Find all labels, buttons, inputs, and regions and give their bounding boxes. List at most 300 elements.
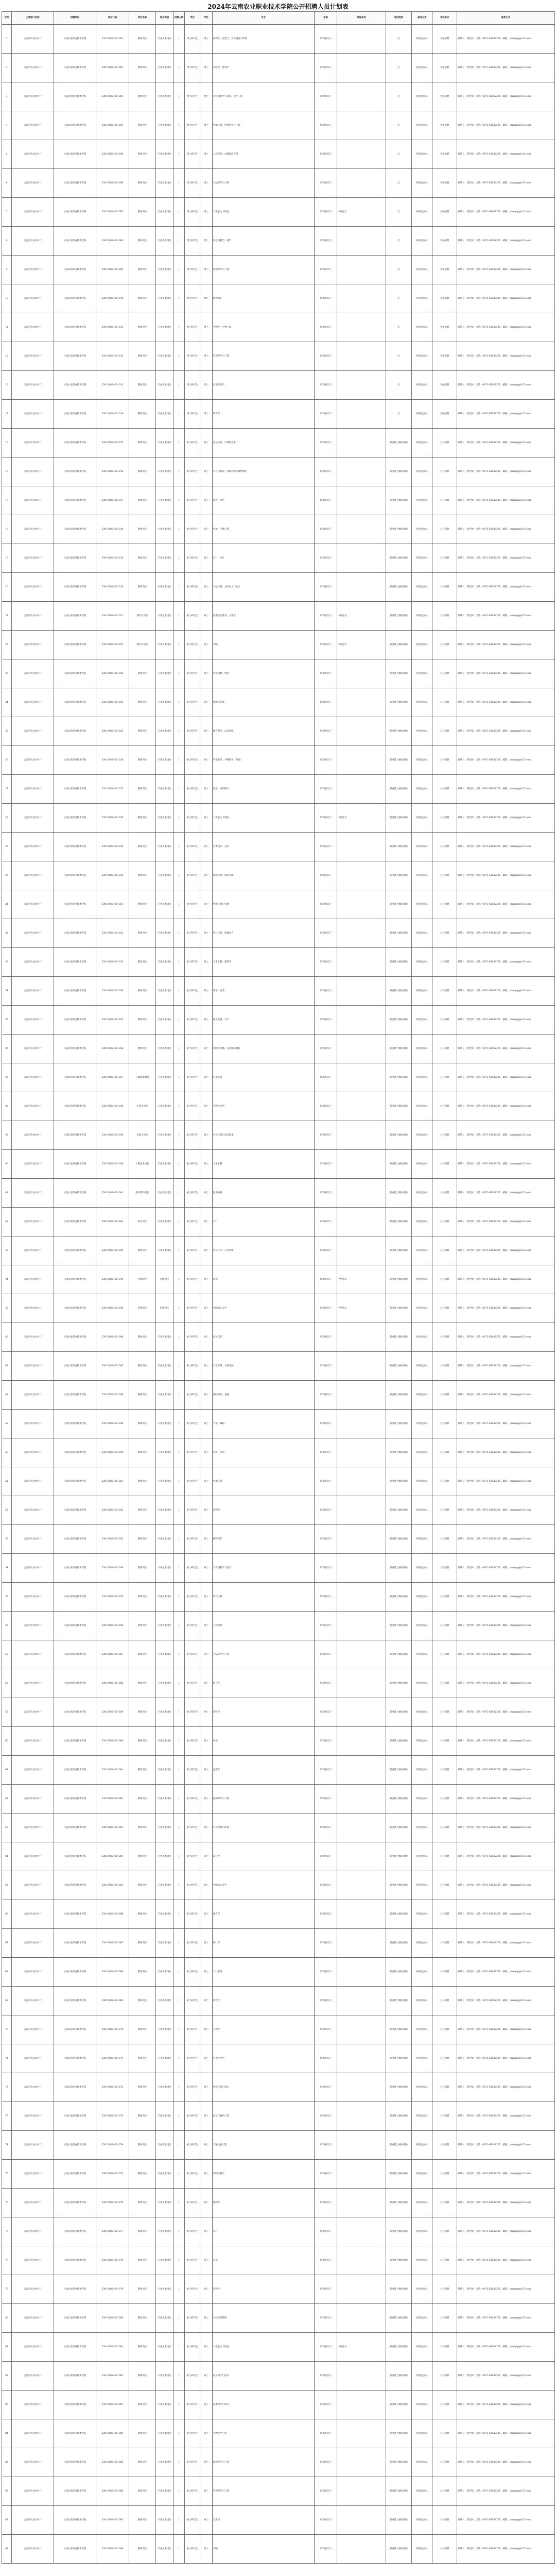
table-cell: 专业技术岗位: [156, 861, 173, 890]
table-cell: 公开招聘: [432, 659, 457, 688]
table-cell: 教师岗位: [129, 1929, 156, 1958]
table-cell: 职业能力倾向测验: [386, 1265, 412, 1294]
table-cell: 结构化面试: [412, 1121, 432, 1150]
table-cell: 考核招聘: [432, 140, 457, 169]
table-cell: 35周岁以下: [315, 1929, 337, 1958]
table-cell: 教师岗位: [129, 2131, 156, 2160]
column-header: 招聘单位: [54, 12, 96, 25]
table-row: [2, 1842, 555, 1871]
table-cell: 教师岗位: [129, 775, 156, 804]
table-cell: 教师岗位: [129, 1496, 156, 1525]
table-row: [2, 371, 555, 400]
table-cell: 1: [173, 1698, 185, 1727]
table-cell: 职业能力倾向测验: [386, 573, 412, 602]
table-cell: [337, 1814, 386, 1842]
table-row: [2, 1958, 555, 1987]
table-cell: 教师岗位: [129, 2391, 156, 2419]
table-cell: 联系人：黄老师；电话：0871-65182365；邮箱：ynnzyzp@163.com: [457, 2189, 555, 2217]
table-cell: 云南农业职业技术学院: [54, 2131, 96, 2160]
table-cell: 530100824001053: [96, 1525, 129, 1554]
table-cell: 实验员岗位: [129, 1121, 156, 1150]
table-cell: 联系人：黄老师；电话：0871-65182365；邮箱：ynnzyzp@163.com: [457, 198, 555, 227]
table-cell: 1: [173, 2015, 185, 2044]
table-cell: 教师岗位: [129, 2535, 156, 2564]
table-cell: 7: [2, 198, 12, 227]
table-cell: 80: [2, 2304, 12, 2333]
table-cell: 植物保护: [213, 1525, 315, 1554]
table-cell: 体育教学、运动训练: [213, 717, 315, 746]
table-cell: 结构化面试: [412, 1496, 432, 1525]
table-cell: 530100824001059: [96, 1698, 129, 1727]
table-row: [2, 602, 555, 631]
table-cell: 结构化面试: [412, 457, 432, 486]
table-cell: 草学: [213, 2246, 315, 2275]
table-cell: 1: [173, 890, 185, 919]
table-cell: 公开招聘: [432, 631, 457, 659]
table-cell: 专业技术岗位: [156, 1612, 173, 1640]
table-cell: 土木水利: [213, 1150, 315, 1179]
table-cell: 联系人：黄老师；电话：0871-65182365；邮箱：ynnzyzp@163.com: [457, 2333, 555, 2362]
table-cell: 35周岁以下: [315, 400, 337, 429]
table-cell: 530100824001045: [96, 1294, 129, 1323]
table-cell: 考核招聘: [432, 342, 457, 371]
table-cell: 云南省农业农村厅: [12, 631, 54, 659]
table-cell: 51: [2, 1467, 12, 1496]
table-cell: 云南省农业农村厅: [12, 2333, 54, 2362]
table-cell: 530100824001042: [96, 1208, 129, 1236]
table-cell: 职业能力倾向测验: [386, 486, 412, 515]
table-cell: 67: [2, 1929, 12, 1958]
table-cell: 530100824001068: [96, 1958, 129, 1987]
table-cell: 52: [2, 1496, 12, 1525]
table-cell: 530100824001082: [96, 2362, 129, 2391]
table-cell: 35周岁以下: [315, 256, 337, 284]
table-cell: 硕士研究生: [185, 1467, 200, 1496]
column-header: 年龄: [315, 12, 337, 25]
table-cell: [337, 1756, 386, 1785]
table-row: [2, 1121, 555, 1150]
table-cell: 职业能力倾向测验: [386, 429, 412, 457]
table-cell: 硕士研究生: [185, 1987, 200, 2015]
table-cell: [337, 717, 386, 746]
table-cell: 结构化面试: [412, 948, 432, 977]
table-cell: 硕士: [200, 919, 213, 948]
table-cell: 教师岗位: [129, 169, 156, 198]
table-row: [2, 1727, 555, 1756]
table-cell: 云南农业职业技术学院: [54, 1496, 96, 1525]
table-cell: 公共管理: [213, 1958, 315, 1987]
table-cell: 生物与医药: [213, 1092, 315, 1121]
table-cell: 博士: [200, 313, 213, 342]
table-cell: 硕士: [200, 2477, 213, 2506]
table-cell: 1: [173, 1121, 185, 1150]
table-cell: 云南省农业农村厅: [12, 111, 54, 140]
table-cell: 地理学: [213, 2189, 315, 2217]
table-cell: [337, 82, 386, 111]
table-cell: 博士: [200, 284, 213, 313]
table-row: [2, 1063, 555, 1092]
table-cell: 联系人：黄老师；电话：0871-65182365；邮箱：ynnzyzp@163.com: [457, 1265, 555, 1294]
table-cell: 公开招聘: [432, 1871, 457, 1900]
table-cell: 86: [2, 2477, 12, 2506]
table-cell: 硕士: [200, 688, 213, 717]
table-cell: 结构化面试: [412, 804, 432, 833]
table-cell: 公开招聘: [432, 1727, 457, 1756]
table-row: [2, 1871, 555, 1900]
table-cell: 35周岁以下: [315, 486, 337, 515]
table-cell: 530100824001056: [96, 1612, 129, 1640]
table-cell: [337, 1323, 386, 1352]
table-cell: 硕士研究生: [185, 2391, 200, 2419]
column-header: 专业: [213, 12, 315, 25]
table-cell: 结构化面试: [412, 2506, 432, 2535]
table-cell: 云南农业职业技术学院: [54, 140, 96, 169]
table-cell: 云南省农业农村厅: [12, 82, 54, 111]
table-cell: 教师岗位: [129, 977, 156, 1006]
table-cell: 硕士研究生: [185, 1525, 200, 1554]
table-cell: 结构化面试: [412, 400, 432, 429]
table-cell: 1: [173, 948, 185, 977]
table-cell: 公开招聘: [432, 1958, 457, 1987]
table-cell: 1: [173, 169, 185, 198]
table-cell: 职业能力倾向测验: [386, 717, 412, 746]
table-cell: [337, 2131, 386, 2160]
table-cell: 硕士研究生: [185, 1640, 200, 1669]
table-cell: 公开招聘: [432, 1900, 457, 1929]
table-cell: 公开招聘: [432, 1583, 457, 1612]
table-cell: 兽医、养殖: [213, 1438, 315, 1467]
table-cell: 中共党员: [337, 602, 386, 631]
table-cell: 专业技术岗位: [156, 1410, 173, 1438]
table-cell: 专业技术岗位: [156, 1035, 173, 1063]
table-cell: 硕士: [200, 1958, 213, 1987]
table-cell: 专业技术岗位: [156, 400, 173, 429]
column-header: 学位: [200, 12, 213, 25]
table-cell: 公开招聘: [432, 1294, 457, 1323]
table-cell: 联系人：黄老师；电话：0871-65182365；邮箱：ynnzyzp@163.com: [457, 573, 555, 602]
table-cell: 76: [2, 2189, 12, 2217]
table-cell: 化学工程与技术: [213, 2073, 315, 2102]
table-cell: 结构化面试: [412, 1410, 432, 1438]
table-cell: 公开招聘: [432, 2275, 457, 2304]
table-cell: 云南农业职业技术学院: [54, 1842, 96, 1871]
table-cell: 教师岗位: [129, 688, 156, 717]
table-cell: 1: [173, 1006, 185, 1035]
table-cell: 硕士: [200, 1640, 213, 1669]
table-cell: 530100824001047: [96, 1352, 129, 1381]
table-cell: 职业能力倾向测验: [386, 861, 412, 890]
table-cell: 职业能力倾向测验: [386, 1121, 412, 1150]
table-cell: 硕士: [200, 544, 213, 573]
table-cell: 联系人：黄老师；电话：0871-65182365；邮箱：ynnzyzp@163.com: [457, 1612, 555, 1640]
table-cell: 1: [173, 2189, 185, 2217]
table-cell: 联系人：黄老师；电话：0871-65182365；邮箱：ynnzyzp@163.com: [457, 1092, 555, 1121]
table-row: [2, 2391, 555, 2419]
table-cell: 教师岗位: [129, 2102, 156, 2131]
table-cell: 硕士研究生: [185, 1410, 200, 1438]
table-cell: 36: [2, 1035, 12, 1063]
table-cell: 530100824001050: [96, 1438, 129, 1467]
table-cell: 公开招聘: [432, 1612, 457, 1640]
table-cell: 72: [2, 2073, 12, 2102]
table-cell: 结构化面试: [412, 1727, 432, 1756]
table-cell: 公开招聘: [432, 1496, 457, 1525]
table-cell: 云南省农业农村厅: [12, 688, 54, 717]
table-cell: 职业能力倾向测验: [386, 2131, 412, 2160]
table-cell: 云南农业职业技术学院: [54, 342, 96, 371]
recruitment-table: [2, 11, 555, 2564]
table-cell: 联系人：黄老师；电话：0871-65182365；邮箱：ynnzyzp@163.com: [457, 1006, 555, 1035]
table-cell: 结构化面试: [412, 746, 432, 775]
table-cell: [337, 890, 386, 919]
table-cell: [337, 1727, 386, 1756]
table-cell: 教师岗位: [129, 746, 156, 775]
column-header: 岗位名称: [129, 12, 156, 25]
table-cell: 1: [173, 1323, 185, 1352]
table-cell: 530100824001078: [96, 2246, 129, 2275]
table-cell: 不限: [213, 631, 315, 659]
table-cell: 1: [173, 82, 185, 111]
table-cell: 畜牧学: [213, 1698, 315, 1727]
table-row: [2, 2189, 555, 2217]
table-cell: 公开招聘: [432, 2448, 457, 2477]
table-cell: 职业能力倾向测验: [386, 2304, 412, 2333]
table-cell: 结构化面试: [412, 1265, 432, 1294]
table-cell: 职业能力倾向测验: [386, 2015, 412, 2044]
table-cell: 77: [2, 2217, 12, 2246]
table-cell: 35周岁以下: [315, 1323, 337, 1352]
table-cell: 农业管理、农村发展: [213, 1352, 315, 1381]
table-cell: 公开招聘: [432, 861, 457, 890]
table-cell: 教师岗位: [129, 1410, 156, 1438]
table-cell: 云南农业职业技术学院: [54, 457, 96, 486]
table-cell: [337, 1352, 386, 1381]
table-cell: 专业技术岗位: [156, 25, 173, 54]
table-cell: 教师岗位: [129, 1323, 156, 1352]
table-cell: 云南农业职业技术学院: [54, 2102, 96, 2131]
column-header: 其他条件: [337, 12, 386, 25]
table-cell: 机械工程: [213, 1467, 315, 1496]
table-cell: 联系人：黄老师；电话：0871-65182365；邮箱：ynnzyzp@163.com: [457, 400, 555, 429]
table-cell: 结构化面试: [412, 25, 432, 54]
table-cell: 公开招聘: [432, 2044, 457, 2073]
table-cell: 35周岁以下: [315, 861, 337, 890]
table-cell: 结构化面试: [412, 1900, 432, 1929]
table-cell: 图书情报: [213, 1179, 315, 1208]
table-cell: 81: [2, 2333, 12, 2362]
table-cell: 硕士研究生: [185, 775, 200, 804]
table-cell: 1: [173, 1669, 185, 1698]
table-cell: 专业技术岗位: [156, 2448, 173, 2477]
table-cell: 35周岁以下: [315, 1583, 337, 1612]
table-cell: [337, 1092, 386, 1121]
table-cell: 33: [2, 948, 12, 977]
table-cell: 公开招聘: [432, 1698, 457, 1727]
table-cell: 专业技术岗位: [156, 54, 173, 82]
table-cell: 专业技术岗位: [156, 1756, 173, 1785]
table-cell: 专业技术岗位: [156, 256, 173, 284]
table-cell: 结构化面试: [412, 1352, 432, 1381]
table-cell: 联系人：黄老师；电话：0871-65182365；邮箱：ynnzyzp@163.com: [457, 486, 555, 515]
table-cell: 云南农业职业技术学院: [54, 948, 96, 977]
table-cell: 结构化面试: [412, 2535, 432, 2564]
table-cell: 专业技术岗位: [156, 2391, 173, 2419]
table-cell: [337, 2102, 386, 2131]
table-cell: 530100824001069: [96, 1987, 129, 2015]
table-cell: 35周岁以下: [315, 1381, 337, 1410]
table-cell: 公开招聘: [432, 2304, 457, 2333]
table-cell: 硕士研究生: [185, 1208, 200, 1236]
table-cell: 530100824001077: [96, 2217, 129, 2246]
table-cell: 教师岗位: [129, 1756, 156, 1785]
table-cell: 1: [173, 1265, 185, 1294]
table-cell: 云南农业职业技术学院: [54, 1265, 96, 1294]
table-cell: 教师岗位: [129, 544, 156, 573]
table-cell: 硕士研究生: [185, 890, 200, 919]
table-cell: 530100824001049: [96, 1410, 129, 1438]
table-cell: [337, 1525, 386, 1554]
table-cell: 35周岁以下: [315, 313, 337, 342]
table-cell: 530100824001048: [96, 1381, 129, 1410]
table-cell: 硕士研究生: [185, 1814, 200, 1842]
table-cell: [337, 429, 386, 457]
table-cell: 应用经济学: [213, 371, 315, 400]
table-cell: 530100824001016: [96, 457, 129, 486]
table-cell: 云南省农业农村厅: [12, 1669, 54, 1698]
table-cell: 云南省农业农村厅: [12, 2015, 54, 2044]
table-cell: [337, 573, 386, 602]
table-cell: 联系人：黄老师；电话：0871-65182365；邮箱：ynnzyzp@163.com: [457, 602, 555, 631]
table-cell: 博士: [200, 227, 213, 256]
table-cell: 530100824001073: [96, 2102, 129, 2131]
table-row: [2, 1987, 555, 2015]
table-cell: 530100824001084: [96, 2419, 129, 2448]
table-cell: 结构化面试: [412, 2275, 432, 2304]
table-cell: 云南省农业农村厅: [12, 342, 54, 371]
table-cell: 专业技术岗位: [156, 2304, 173, 2333]
table-cell: 专业技术岗位: [156, 1352, 173, 1381]
table-cell: 1: [173, 1208, 185, 1236]
table-row: [2, 2333, 555, 2362]
table-cell: 职业能力倾向测验: [386, 1410, 412, 1438]
table-cell: 结构化面试: [412, 2419, 432, 2448]
table-cell: 硕士研究生: [185, 1381, 200, 1410]
table-cell: 530100824001030: [96, 861, 129, 890]
table-cell: 530100824001008: [96, 227, 129, 256]
table-cell: 教师岗位: [129, 54, 156, 82]
table-row: [2, 1179, 555, 1208]
table-cell: 530100824001012: [96, 342, 129, 371]
table-cell: 65: [2, 1871, 12, 1900]
table-row: [2, 1352, 555, 1381]
table-cell: 联系人：黄老师；电话：0871-65182365；邮箱：ynnzyzp@163.com: [457, 1842, 555, 1871]
table-cell: 15: [2, 429, 12, 457]
table-cell: 教师岗位: [129, 429, 156, 457]
table-cell: 兽医学: [213, 2275, 315, 2304]
table-cell: 教师岗位: [129, 486, 156, 515]
table-cell: 博士: [200, 82, 213, 111]
table-cell: 联系人：黄老师；电话：0871-65182365；邮箱：ynnzyzp@163.com: [457, 861, 555, 890]
table-cell: 硕士: [200, 1006, 213, 1035]
table-row: [2, 1814, 555, 1842]
table-cell: 结构化面试: [412, 54, 432, 82]
table-cell: 联系人：黄老师；电话：0871-65182365；邮箱：ynnzyzp@163.com: [457, 2073, 555, 2102]
table-cell: 硕士: [200, 1467, 213, 1496]
table-cell: 硕士: [200, 1669, 213, 1698]
table-cell: 530100824001020: [96, 573, 129, 602]
table-cell: 73: [2, 2102, 12, 2131]
table-cell: 教育学: [213, 1987, 315, 2015]
table-cell: 联系人：黄老师；电话：0871-65182365；邮箱：ynnzyzp@163.com: [457, 833, 555, 861]
table-cell: 硕士: [200, 1929, 213, 1958]
table-cell: 公开招聘: [432, 2189, 457, 2217]
table-cell: 35周岁以下: [315, 371, 337, 400]
table-cell: 控制科学与工程: [213, 1785, 315, 1814]
table-cell: 职业能力倾向测验: [386, 1842, 412, 1871]
table-cell: 专业技术岗位: [156, 1121, 173, 1150]
table-cell: [337, 2304, 386, 2333]
table-cell: 云南农业职业技术学院: [54, 1814, 96, 1842]
table-cell: 530100824001023: [96, 659, 129, 688]
table-cell: 公开招聘: [432, 1063, 457, 1092]
table-cell: 专业技术岗位: [156, 1381, 173, 1410]
table-cell: 职业能力倾向测验: [386, 977, 412, 1006]
column-header: 笔试类别: [386, 12, 412, 25]
table-cell: 35周岁以下: [315, 457, 337, 486]
table-cell: 硕士研究生: [185, 1871, 200, 1900]
table-cell: 结构化面试: [412, 602, 432, 631]
table-cell: 硕士: [200, 429, 213, 457]
table-cell: 职业能力倾向测验: [386, 804, 412, 833]
table-cell: 公开招聘: [432, 1640, 457, 1669]
table-cell: 职业能力倾向测验: [386, 1467, 412, 1496]
table-cell: 530100824001014: [96, 400, 129, 429]
table-cell: 职业能力倾向测验: [386, 2217, 412, 2246]
table-cell: [337, 775, 386, 804]
table-cell: 联系人：黄老师；电话：0871-65182365；邮箱：ynnzyzp@163.com: [457, 140, 555, 169]
table-cell: 联系人：黄老师；电话：0871-65182365；邮箱：ynnzyzp@163.com: [457, 1814, 555, 1842]
table-row: [2, 1785, 555, 1814]
table-cell: 会计: [213, 1208, 315, 1236]
table-row: [2, 400, 555, 429]
table-cell: 云南省农业农村厅: [12, 1554, 54, 1583]
table-cell: 云南省农业农村厅: [12, 457, 54, 486]
table-row: [2, 2275, 555, 2304]
table-cell: 结构化面试: [412, 1842, 432, 1871]
table-cell: 博士研究生: [185, 313, 200, 342]
table-cell: 公开招聘: [432, 1669, 457, 1698]
table-cell: 云南省农业农村厅: [12, 2131, 54, 2160]
table-cell: 硕士: [200, 1871, 213, 1900]
table-cell: 博士: [200, 256, 213, 284]
table-cell: 云南农业职业技术学院: [54, 1438, 96, 1467]
table-cell: 职业能力倾向测验: [386, 1756, 412, 1785]
table-cell: 530100824001018: [96, 515, 129, 544]
table-cell: 专业技术岗位: [156, 284, 173, 313]
table-cell: 管理科学与工程: [213, 2477, 315, 2506]
table-cell: 35周岁以下: [315, 25, 337, 54]
table-cell: 云南农业职业技术学院: [54, 2044, 96, 2073]
table-cell: 硕士: [200, 1294, 213, 1323]
table-cell: 云南省农业农村厅: [12, 486, 54, 515]
table-cell: 硕士研究生: [185, 1092, 200, 1121]
table-cell: 硕士: [200, 2535, 213, 2564]
table-cell: 硕士: [200, 977, 213, 1006]
table-cell: 硕士: [200, 659, 213, 688]
table-cell: 无: [386, 371, 412, 400]
table-cell: 联系人：黄老师；电话：0871-65182365；邮箱：ynnzyzp@163.com: [457, 688, 555, 717]
table-row: [2, 948, 555, 977]
